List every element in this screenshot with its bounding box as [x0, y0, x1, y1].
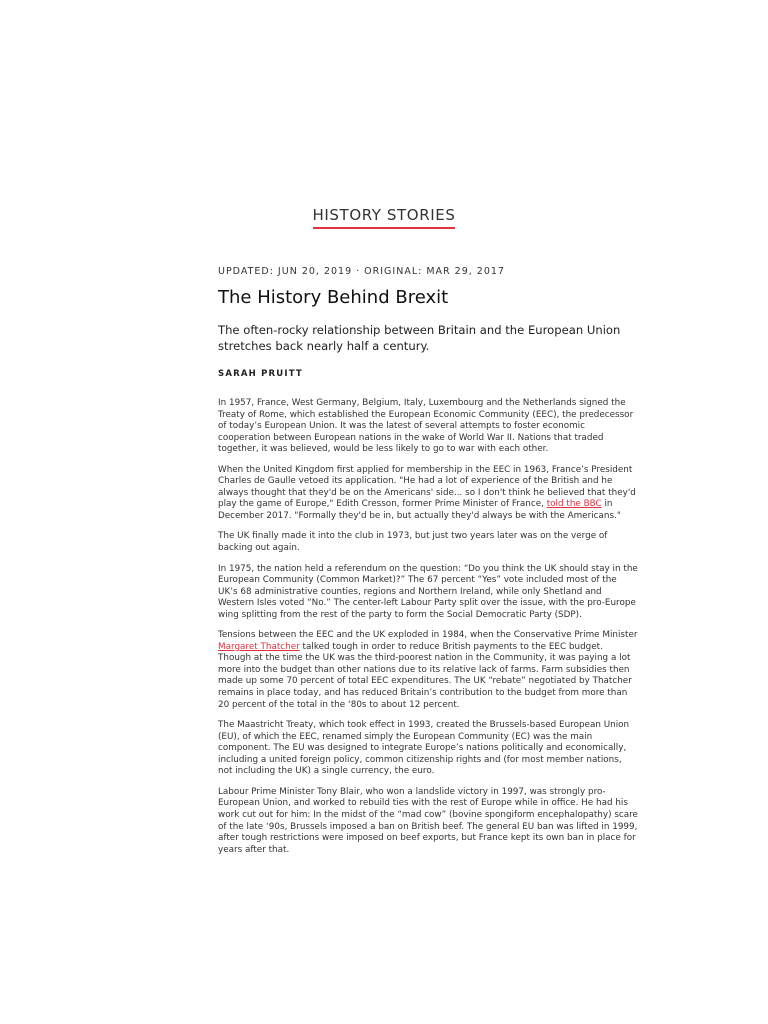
article-dek: The often-rocky relationship between Britain and the European Union stretches back nearly half a century. [218, 323, 621, 353]
paragraph-2-text-before: When the United Kingdom first applied for membership in the EEC in 1963, France’s President Charles de Gaulle vetoed its application. "He had a lot of experience of the British and he always thought that they'd be on the Americans' side... so I don't think he believed that they'd play the game of Europe," Edith Cresson, former Prime Minister of France, [218, 464, 636, 510]
paragraph-5 [218, 630, 638, 711]
section-title[interactable]: HISTORY STORIES [313, 206, 456, 229]
paragraph-1: In 1957, France, West Germany, Belgium, Italy, Luxembourg and the Netherlands signed the Treaty of Rome, which established the European Economic Community (EEC), the predecessor of today’s European Union. It was the latest of several attempts to foster economic cooperation between European nations in the wake of World War II. Nations that traded together, it was believed, would be less likely to go to war with each other. [218, 398, 634, 455]
paragraph-3: The UK finally made it into the club in 1973, but just two years later was on the verge of backing out again. [218, 531, 608, 554]
article-body [218, 398, 638, 856]
paragraph-4: In 1975, the nation held a referendum on the question: “Do you think the UK should stay in the European Community (Common Market)?” The 67 percent “Yes” vote included most of the UK’s 68 administrative counties, regions and Northern Ireland, while only Shetland and Western Isles voted “No.” The center-left Labour Party split over the issue, with the pro-Europe wing splitting from the rest of the party to form the Social Democratic Party (SDP). [218, 563, 638, 620]
paragraph-7: Labour Prime Minister Tony Blair, who won a landslide victory in 1997, was strongly pro-European Union, and worked to rebuild ties with the rest of Europe while in office. He had his work cut out for him: In the midst of the “mad cow” (bovine spongiform encephalopathy) scare of the late ‘90s, Brussels imposed a ban on British beef. The general EU ban was lifted in 1999, after tough restrictions were imposed on beef exports, but France kept its own ban in place for years after that. [218, 786, 638, 855]
paragraph-6: The Maastricht Treaty, which took effect in 1993, created the Brussels-based European Union (EU), of which the EEC, renamed simply the European Community (EC) was the main component. The EU was designed to integrate Europe’s nations politically and economically, including a united foreign policy, common citizenship rights and (for most member nations, not including the UK) a single currency, the euro. [218, 720, 630, 777]
article-headline: The History Behind Brexit [218, 287, 449, 308]
paragraph-5-text-after: talked tough in order to reduce British payments to the EEC budget. Though at the time the UK was the third-poorest nation in the Community, it was paying a lot more into the budget than other nations due to its relative lack of farms. Farm subsidies then made up some 70 percent of total EEC expenditures. The UK “rebate” negotiated by Thatcher remains in place today, and has reduced Britain’s contribution to the budget from more than 20 percent of the total in the ‘80s to about 12 percent. [218, 641, 632, 710]
paragraph-2-text-after: in December 2017. "Formally they'd be in, but actually they'd always be with the Americans." [218, 499, 621, 521]
section-header [0, 205, 768, 229]
article [218, 266, 638, 865]
margaret-thatcher-link[interactable]: Margaret Thatcher [218, 641, 300, 652]
article-dates: UPDATED: JUN 20, 2019 · ORIGINAL: MAR 29, 2017 [218, 266, 505, 277]
paragraph-2 [218, 465, 638, 523]
bbc-link[interactable]: told the BBC [546, 499, 602, 510]
article-byline: SARAH PRUITT [218, 369, 303, 379]
paragraph-5-text-before: Tensions between the EEC and the UK exploded in 1984, when the Conservative Prime Minister [218, 630, 638, 641]
